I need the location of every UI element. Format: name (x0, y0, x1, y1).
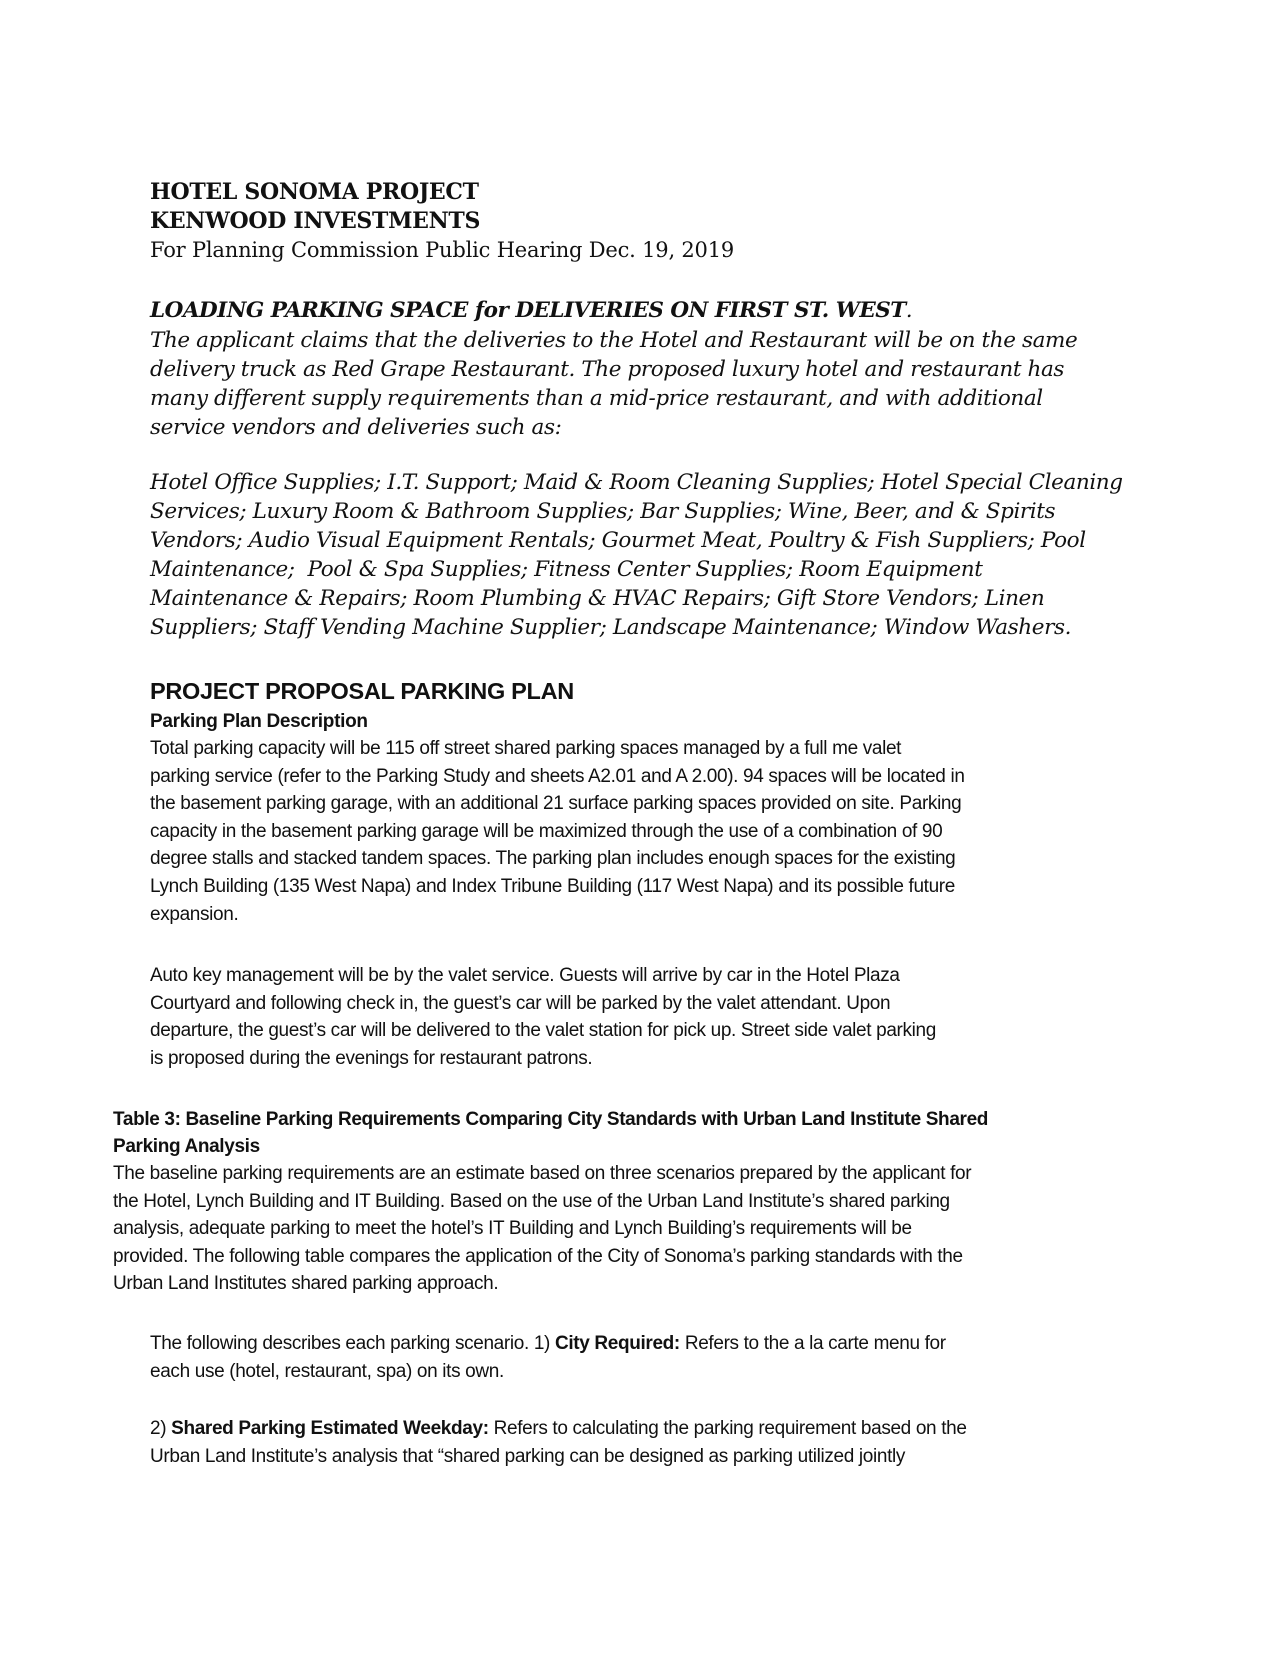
table3-caption-line: Table 3: Baseline Parking Requirements Comparing City Standards with Urban Land Institute Shared (113, 1109, 989, 1130)
vendors-line: Maintenance & Repairs; Room Plumbing & HVAC Repairs; Gift Store Vendors; Linen (150, 586, 1045, 611)
loading-section-title (150, 296, 1077, 326)
parking-description-line: degree stalls and stacked tandem spaces. The parking plan includes enough spaces for the existing (150, 848, 956, 870)
vendors-line: Maintenance; Pool & Spa Supplies; Fitness Center Supplies; Room Equipment (150, 557, 983, 582)
parking-description-line: capacity in the basement parking garage will be maximized through the use of a combination of 90 (150, 820, 943, 842)
loading-intro-line: The applicant claims that the deliveries to the Hotel and Restaurant will be on the same (150, 328, 1078, 353)
parking-description-line: expansion. (150, 903, 239, 925)
scenario-1-line (150, 1330, 946, 1358)
parking-plan-section (150, 676, 965, 928)
vendors-list (150, 468, 1123, 642)
loading-intro-line: service vendors and deliveries such as: (150, 415, 562, 440)
hearing-date-line: For Planning Commission Public Hearing Dec. 19, 2019 (150, 238, 735, 262)
project-title: HOTEL SONOMA PROJECT (150, 179, 479, 205)
parking-plan-subtitle: Parking Plan Description (150, 711, 368, 732)
valet-line: is proposed during the evenings for restaurant patrons. (150, 1047, 593, 1069)
parking-plan-title: PROJECT PROPOSAL PARKING PLAN (150, 678, 574, 704)
company-name: KENWOOD INVESTMENTS (150, 208, 481, 234)
valet-line: departure, the guest’s car will be delivered to the valet station for pick up. Street side valet parking (150, 1020, 936, 1042)
table3-body-line: the Hotel, Lynch Building and IT Building. Based on the use of the Urban Land Institute’s shared parking (113, 1190, 950, 1212)
loading-intro-line: delivery truck as Red Grape Restaurant. The proposed luxury hotel and restaurant has (150, 357, 1065, 382)
scenario-2-rest: Refers to calculating the parking requirement based on the (488, 1418, 967, 1439)
scenario-2 (150, 1415, 967, 1470)
table3-body-line: provided. The following table compares the application of the City of Sonoma’s parking standards with the (113, 1245, 963, 1267)
parking-description-line: Total parking capacity will be 115 off street shared parking spaces managed by a full me valet (150, 738, 902, 759)
vendors-line: Vendors; Audio Visual Equipment Rentals; Gourmet Meat, Poultry & Fish Suppliers; Pool (150, 528, 1086, 553)
loading-section (150, 296, 1077, 442)
scenario-2-line (150, 1415, 967, 1443)
valet-line: Auto key management will be by the valet service. Guests will arrive by car in the Hotel Plaza (150, 965, 900, 986)
valet-paragraph (150, 962, 936, 1072)
table3-caption-line: Parking Analysis (113, 1136, 260, 1157)
scenario-1-term: City Required: (554, 1333, 680, 1354)
vendors-line: Services; Luxury Room & Bathroom Supplies; Bar Supplies; Wine, Beer, and & Spirits (150, 499, 1056, 524)
table3-body-line: The baseline parking requirements are an estimate based on three scenarios prepared by the applicant for (113, 1163, 972, 1184)
scenario-1-prefix: The following describes each parking scenario. 1) (150, 1333, 555, 1354)
scenario-1 (150, 1330, 946, 1385)
loading-intro-line: many different supply requirements than a mid-price restaurant, and with additional (150, 386, 1043, 411)
table3-body-line: analysis, adequate parking to meet the hotel’s IT Building and Lynch Building’s requirements will be (113, 1218, 912, 1240)
scenario-1-rest: Refers to the a la carte menu for (679, 1333, 946, 1354)
parking-description-line: parking service (refer to the Parking Study and sheets A2.01 and A 2.00). 94 spaces will be located in (150, 765, 965, 787)
table3-section (113, 1106, 988, 1298)
loading-title-period: . (905, 298, 913, 323)
parking-description-line: the basement parking garage, with an additional 21 surface parking spaces provided on site. Parking (150, 793, 962, 815)
table3-body-line: Urban Land Institutes shared parking approach. (113, 1273, 499, 1295)
scenario-2-line-2: Urban Land Institute’s analysis that “shared parking can be designed as parking utilized jointly (150, 1445, 906, 1467)
vendors-line: Suppliers; Staff Vending Machine Supplier; Landscape Maintenance; Window Washers. (150, 615, 1072, 640)
parking-description-line: Lynch Building (135 West Napa) and Index Tribune Building (117 West Napa) and its possible future (150, 875, 956, 897)
scenario-2-prefix: 2) (150, 1418, 172, 1439)
valet-line: Courtyard and following check in, the guest’s car will be parked by the valet attendant. Upon (150, 992, 891, 1014)
loading-title-text: LOADING PARKING SPACE for DELIVERIES ON FIRST ST. WEST (150, 298, 906, 323)
document-header (150, 178, 734, 265)
vendors-line: Hotel Office Supplies; I.T. Support; Maid & Room Cleaning Supplies; Hotel Special Cleaning (150, 470, 1123, 495)
scenario-1-line-2: each use (hotel, restaurant, spa) on its own. (150, 1360, 504, 1382)
scenario-2-term: Shared Parking Estimated Weekday: (171, 1418, 489, 1439)
